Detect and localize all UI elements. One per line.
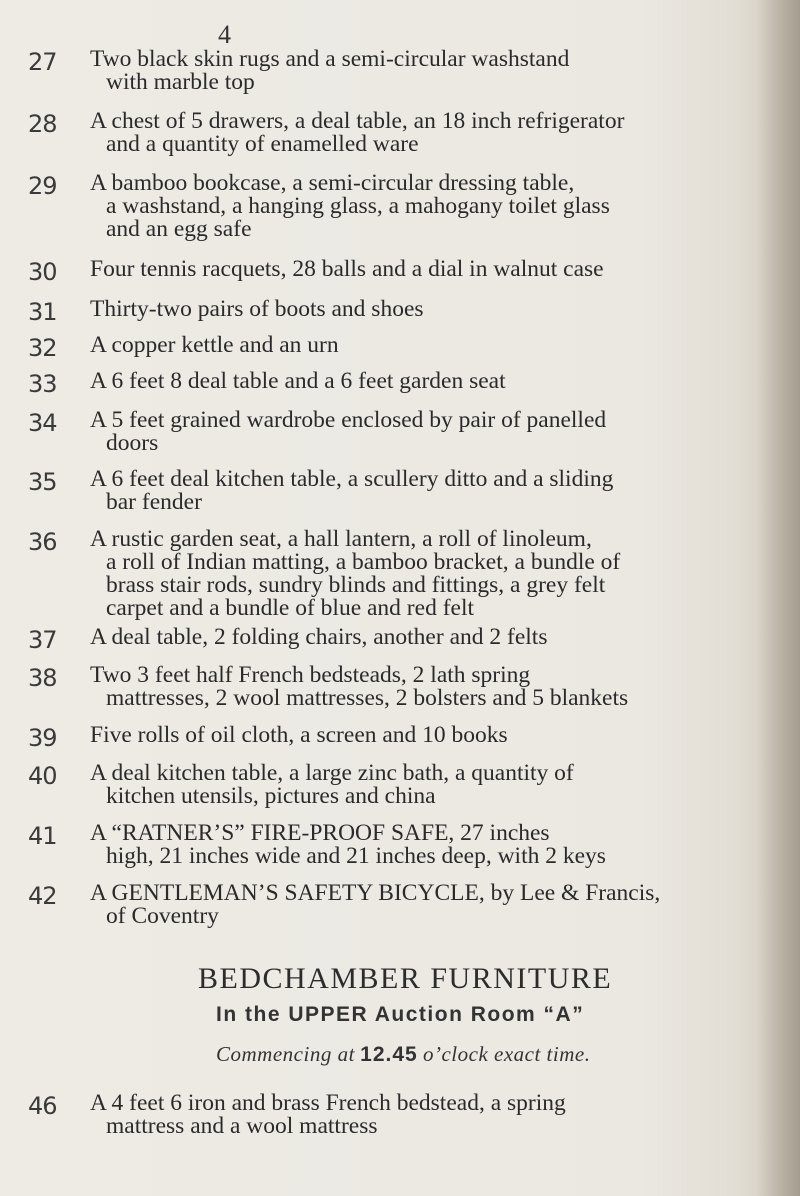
lot-number: 35 [28, 468, 57, 496]
lot-description [90, 664, 710, 710]
lot-line: A 5 feet grained wardrobe enclosed by pair of panelled [90, 407, 607, 433]
lot-line: doors [106, 430, 159, 456]
auction-room-location: In the UPPER Auction Room “A” [216, 1003, 585, 1026]
lot-line: A 6 feet 8 deal table and a 6 feet garden seat [90, 368, 506, 394]
lot-description [90, 409, 710, 455]
lot-description [90, 258, 710, 281]
lot-number: 40 [28, 762, 57, 790]
lot-number: 41 [28, 822, 57, 850]
lot-line: mattress and a wool mattress [106, 1113, 378, 1139]
lot-line: A bamboo bookcase, a semi-circular dressing table, [90, 170, 575, 196]
lot-line: carpet and a bundle of blue and red felt [106, 595, 475, 621]
lot-number: 39 [28, 724, 57, 752]
lot-description [90, 1092, 710, 1138]
lot-line: A chest of 5 drawers, a deal table, an 18 inch refrigerator [90, 108, 625, 134]
lot-number: 29 [28, 172, 57, 200]
lot-line: brass stair rods, sundry blinds and fittings, a grey felt [106, 572, 606, 598]
lot-number: 42 [28, 882, 57, 910]
lot-line: high, 21 inches wide and 21 inches deep, with 2 keys [106, 843, 606, 869]
commencing-time [216, 1042, 696, 1067]
lot-number: 30 [28, 258, 57, 286]
lot-description [90, 882, 710, 928]
lot-description [90, 370, 710, 393]
lot-description [90, 528, 710, 620]
page-number: 4 [218, 20, 231, 49]
lot-line: Two 3 feet half French bedsteads, 2 lath spring [90, 662, 531, 688]
lot-line: A 6 feet deal kitchen table, a scullery ditto and a sliding [90, 466, 614, 492]
lot-description [90, 822, 710, 868]
lot-number: 28 [28, 110, 57, 138]
lot-number: 32 [28, 334, 57, 362]
lot-number: 34 [28, 409, 57, 437]
lot-description [90, 626, 710, 649]
lot-description [90, 468, 710, 514]
lot-line: a roll of Indian matting, a bamboo bracket, a bundle of [106, 549, 621, 575]
lot-number: 36 [28, 528, 57, 556]
lot-description [90, 762, 710, 808]
lot-description [90, 724, 710, 747]
lot-line: of Coventry [106, 903, 219, 929]
lot-number: 31 [28, 298, 57, 326]
lot-line: mattresses, 2 wool mattresses, 2 bolsters and 5 blankets [106, 685, 629, 711]
lot-line: with marble top [106, 69, 255, 95]
time-suffix: o’clock exact time. [422, 1042, 591, 1066]
lot-line: A 4 feet 6 iron and brass French bedstead, a spring [90, 1090, 566, 1116]
lot-line: and an egg safe [106, 216, 252, 242]
lot-line: Two black skin rugs and a semi-circular washstand [90, 46, 570, 72]
lot-description [90, 48, 710, 94]
lot-description [90, 334, 710, 357]
lot-description [90, 172, 710, 241]
lot-line: A deal kitchen table, a large zinc bath, a quantity of [90, 760, 574, 786]
lot-line: and a quantity of enamelled ware [106, 131, 419, 157]
lot-number: 37 [28, 626, 57, 654]
lot-line: A GENTLEMAN’S SAFETY BICYCLE, by Lee & Francis, [90, 880, 661, 906]
lot-line: A deal table, 2 folding chairs, another and 2 felts [90, 624, 548, 650]
lot-line: bar fender [106, 489, 202, 515]
lot-line: A copper kettle and an urn [90, 332, 339, 358]
lot-number: 27 [28, 48, 57, 76]
lot-line: Thirty-two pairs of boots and shoes [90, 296, 424, 322]
lot-line: a washstand, a hanging glass, a mahogany toilet glass [106, 193, 610, 219]
lot-number: 33 [28, 370, 57, 398]
lot-line: A rustic garden seat, a hall lantern, a roll of linoleum, [90, 526, 592, 552]
commencing-label: Commencing at [216, 1042, 355, 1066]
lot-description [90, 298, 710, 321]
lot-line: Four tennis racquets, 28 balls and a dial in walnut case [90, 256, 604, 282]
lot-line: kitchen utensils, pictures and china [106, 783, 436, 809]
lot-description [90, 110, 710, 156]
lot-line: A “RATNER’S” FIRE-PROOF SAFE, 27 inches [90, 820, 550, 846]
lot-number: 38 [28, 664, 57, 692]
lot-number: 46 [28, 1092, 57, 1120]
start-time: 12.45 [360, 1043, 418, 1066]
section-heading: BEDCHAMBER FURNITURE [198, 962, 613, 995]
page-edge-shadow [756, 0, 800, 1196]
lot-line: Five rolls of oil cloth, a screen and 10 books [90, 722, 508, 748]
